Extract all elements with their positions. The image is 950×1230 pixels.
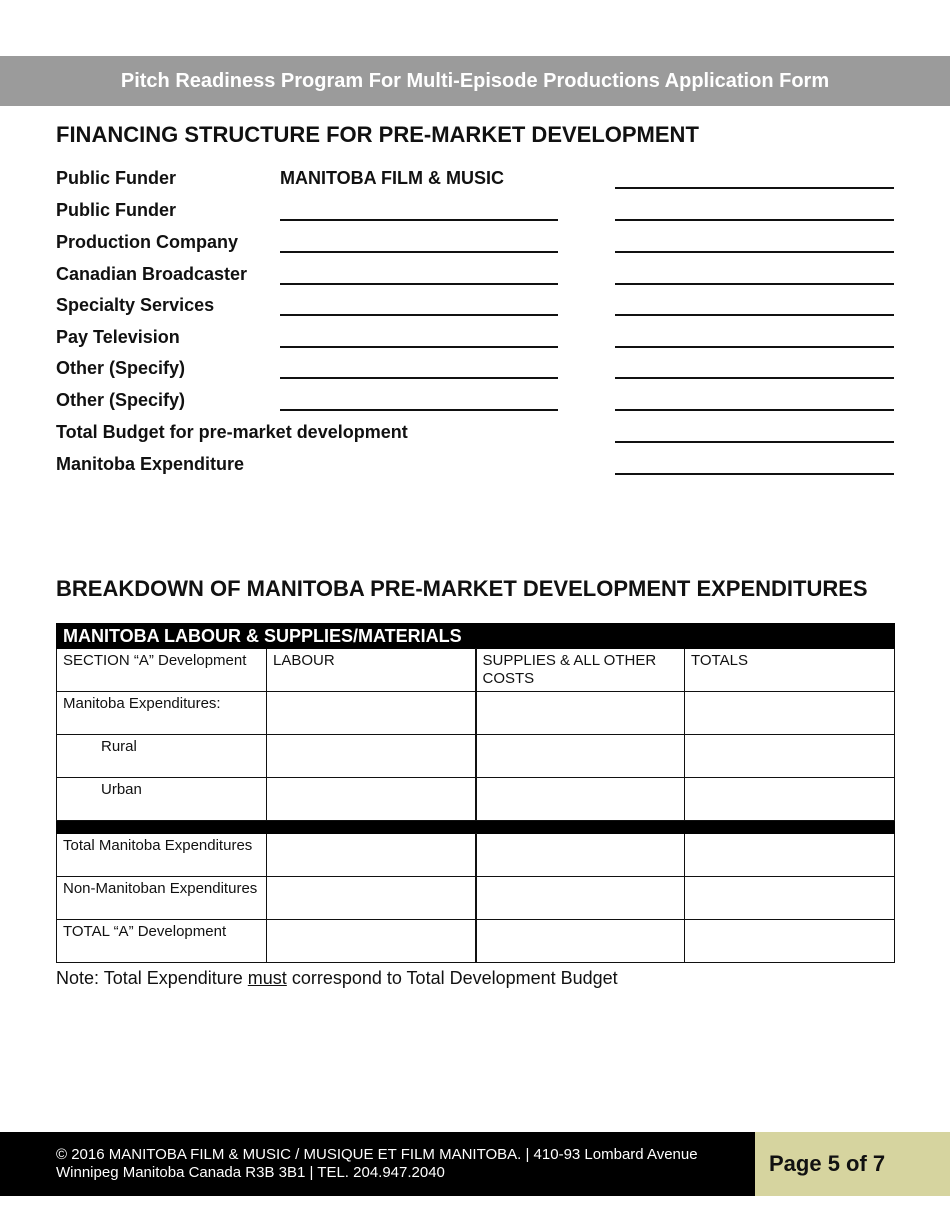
footer-copyright-address: © 2016 MANITOBA FILM & MUSIC / MUSIQUE ET FILM MANITOBA. | 410-93 Lombard Avenue	[56, 1146, 698, 1163]
table-divider-row	[57, 821, 895, 834]
financing-row-public-funder-1	[56, 168, 894, 200]
labour-cell[interactable]	[267, 877, 476, 920]
note-text-end: correspond to Total Development Budget	[286, 968, 618, 988]
amount-field[interactable]	[615, 219, 894, 221]
financing-row-production-company	[56, 232, 894, 264]
row-label: Specialty Services	[56, 295, 215, 315]
amount-field[interactable]	[615, 314, 894, 316]
column-header: TOTALS	[685, 649, 895, 692]
amount-field[interactable]	[615, 409, 894, 411]
supplies-cell[interactable]	[476, 834, 685, 877]
supplies-cell[interactable]	[476, 920, 685, 963]
amount-field[interactable]	[615, 187, 894, 189]
totals-cell[interactable]	[685, 834, 895, 877]
note-text-start: Note: Total Expenditure	[56, 968, 248, 988]
row-label: Rural	[57, 735, 267, 778]
page-number-text: Page 5 of 7	[769, 1151, 886, 1176]
table-row	[57, 877, 895, 920]
row-label: Production Company	[56, 232, 239, 252]
amount-field[interactable]	[615, 283, 894, 285]
financing-row-other-1	[56, 358, 894, 390]
column-header: SECTION “A” Development	[57, 649, 267, 692]
form-title: Pitch Readiness Program For Multi-Episode Productions Application Form	[120, 69, 830, 92]
labour-cell[interactable]	[267, 778, 476, 821]
source-field[interactable]	[280, 314, 558, 316]
row-label: TOTAL “A” Development	[57, 920, 267, 963]
breakdown-section-title: BREAKDOWN OF MANITOBA PRE-MARKET DEVELOPMENT EXPENDITURES	[56, 576, 868, 601]
row-label: Pay Television	[56, 327, 180, 347]
table-row	[57, 834, 895, 877]
labour-cell[interactable]	[267, 735, 476, 778]
financing-row-specialty-services	[56, 295, 894, 327]
labour-cell[interactable]	[267, 920, 476, 963]
expenditures-table	[56, 623, 895, 963]
amount-field[interactable]	[615, 473, 894, 475]
row-label: Urban	[57, 778, 267, 821]
row-label: Other (Specify)	[56, 358, 186, 378]
row-label: Other (Specify)	[56, 390, 186, 410]
footer-city-phone: Winnipeg Manitoba Canada R3B 3B1 | TEL. 204.947.2040	[56, 1164, 445, 1181]
financing-section-title: FINANCING STRUCTURE FOR PRE-MARKET DEVELOPMENT	[56, 122, 699, 147]
financing-row-canadian-broadcaster	[56, 264, 894, 296]
source-field[interactable]	[280, 377, 558, 379]
row-label: Total Budget for pre-market development	[56, 422, 408, 442]
financing-row-pay-television	[56, 327, 894, 359]
row-label: Manitoba Expenditures:	[57, 692, 267, 735]
row-label: Public Funder	[56, 168, 177, 188]
amount-field[interactable]	[615, 441, 894, 443]
source-field[interactable]	[280, 283, 558, 285]
financing-row-manitoba-expenditure	[56, 454, 894, 486]
totals-cell[interactable]	[685, 735, 895, 778]
form-header-banner	[0, 56, 950, 106]
table-divider	[57, 821, 895, 834]
row-label: Total Manitoba Expenditures	[57, 834, 267, 877]
source-field[interactable]	[280, 346, 558, 348]
footer	[0, 1132, 755, 1196]
financing-row-total-budget	[56, 422, 894, 454]
source-field[interactable]	[280, 219, 558, 221]
row-label: Public Funder	[56, 200, 177, 220]
table-caption: MANITOBA LABOUR & SUPPLIES/MATERIALS	[57, 624, 895, 649]
labour-cell[interactable]	[267, 834, 476, 877]
page-number	[755, 1132, 950, 1196]
amount-field[interactable]	[615, 346, 894, 348]
note-emphasis: must	[247, 968, 287, 988]
expenditure-note	[56, 968, 618, 989]
row-value[interactable]: MANITOBA FILM & MUSIC	[280, 168, 504, 188]
financing-row-public-funder-2	[56, 200, 894, 232]
row-label: Manitoba Expenditure	[56, 454, 245, 474]
totals-cell[interactable]	[685, 692, 895, 735]
table-row	[57, 920, 895, 963]
table-row	[57, 778, 895, 821]
table-caption-row	[57, 624, 895, 649]
totals-cell[interactable]	[685, 778, 895, 821]
supplies-cell[interactable]	[476, 735, 685, 778]
labour-cell[interactable]	[267, 692, 476, 735]
amount-field[interactable]	[615, 377, 894, 379]
amount-field[interactable]	[615, 251, 894, 253]
financing-row-other-2	[56, 390, 894, 422]
supplies-cell[interactable]	[476, 778, 685, 821]
row-label: Canadian Broadcaster	[56, 264, 248, 284]
table-header-row	[57, 649, 895, 692]
table-row	[57, 735, 895, 778]
source-field[interactable]	[280, 409, 558, 411]
column-header: LABOUR	[267, 649, 476, 692]
column-header: SUPPLIES & ALL OTHER COSTS	[476, 649, 685, 692]
supplies-cell[interactable]	[476, 692, 685, 735]
source-field[interactable]	[280, 251, 558, 253]
row-label: Non-Manitoban Expenditures	[57, 877, 267, 920]
supplies-cell[interactable]	[476, 877, 685, 920]
totals-cell[interactable]	[685, 877, 895, 920]
totals-cell[interactable]	[685, 920, 895, 963]
table-row	[57, 692, 895, 735]
